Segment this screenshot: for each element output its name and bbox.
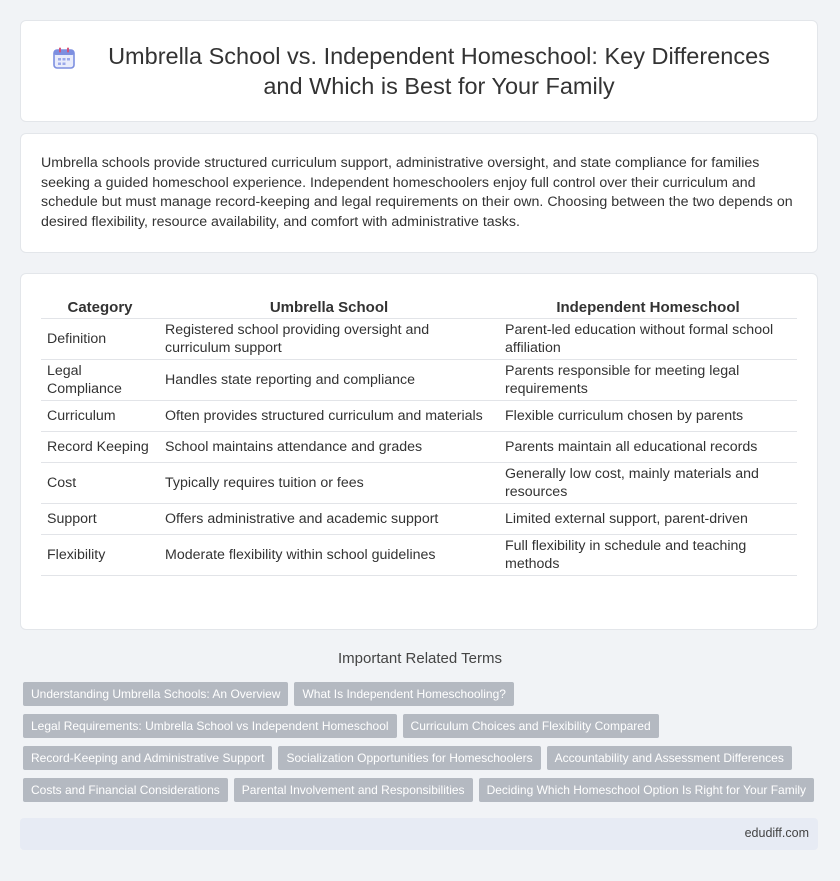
table-cell: Parents responsible for meeting legal requirements bbox=[499, 360, 797, 401]
table-cell: Flexible curriculum chosen by parents bbox=[499, 401, 797, 432]
table-cell: Offers administrative and academic support bbox=[159, 504, 499, 535]
intro-card bbox=[20, 133, 818, 253]
related-terms-title: Important Related Terms bbox=[338, 650, 502, 667]
calendar-icon bbox=[51, 45, 77, 71]
table-cell: Definition bbox=[41, 319, 159, 360]
table-cell: Support bbox=[41, 504, 159, 535]
footer-site-link[interactable]: edudiff.com bbox=[744, 826, 809, 840]
comparison-table bbox=[41, 296, 797, 576]
table-cell: Often provides structured curriculum and materials bbox=[159, 401, 499, 432]
table-header: Category bbox=[41, 296, 159, 319]
table-cell: School maintains attendance and grades bbox=[159, 432, 499, 463]
related-term-tag[interactable]: Deciding Which Homeschool Option Is Right for Your Family bbox=[479, 778, 814, 802]
table-row bbox=[41, 535, 797, 576]
title-wrap bbox=[21, 41, 817, 101]
table-row bbox=[41, 401, 797, 432]
table-header: Independent Homeschool bbox=[499, 296, 797, 319]
related-term-tag[interactable]: Accountability and Assessment Differences bbox=[547, 746, 792, 770]
table-row bbox=[41, 463, 797, 504]
table-cell: Handles state reporting and compliance bbox=[159, 360, 499, 401]
related-term-tag[interactable]: Curriculum Choices and Flexibility Compared bbox=[403, 714, 659, 738]
table-cell: Parents maintain all educational records bbox=[499, 432, 797, 463]
related-terms-list bbox=[23, 682, 823, 810]
footer bbox=[20, 818, 818, 850]
table-cell: Moderate flexibility within school guidelines bbox=[159, 535, 499, 576]
related-term-tag[interactable]: Socialization Opportunities for Homeschoolers bbox=[278, 746, 540, 770]
table-row bbox=[41, 360, 797, 401]
table-cell: Legal Compliance bbox=[41, 360, 159, 401]
page-title: Umbrella School vs. Independent Homeschool: Key Differences and Which is Best for Your Family bbox=[108, 43, 770, 99]
title-card bbox=[20, 20, 818, 122]
intro-paragraph: Umbrella schools provide structured curriculum support, administrative oversight, and state compliance for families seeking a guided homeschool experience. Independent homeschoolers enjoy full control over their curriculum and schedule but must manage record-keeping and legal requirements on their own. Choosing between the two depends on desired flexibility, resource availability, and comfort with administrative tasks. bbox=[41, 155, 793, 230]
table-header-row bbox=[41, 296, 797, 319]
table-row bbox=[41, 319, 797, 360]
related-term-tag[interactable]: Parental Involvement and Responsibilities bbox=[234, 778, 473, 802]
table-cell: Curriculum bbox=[41, 401, 159, 432]
table-row bbox=[41, 432, 797, 463]
related-term-tag[interactable]: Legal Requirements: Umbrella School vs Independent Homeschool bbox=[23, 714, 397, 738]
table-header: Umbrella School bbox=[159, 296, 499, 319]
comparison-card bbox=[20, 273, 818, 630]
related-term-tag[interactable]: Understanding Umbrella Schools: An Overview bbox=[23, 682, 288, 706]
table-cell: Limited external support, parent-driven bbox=[499, 504, 797, 535]
table-cell: Generally low cost, mainly materials and resources bbox=[499, 463, 797, 504]
table-cell: Full flexibility in schedule and teaching methods bbox=[499, 535, 797, 576]
table-cell: Cost bbox=[41, 463, 159, 504]
related-term-tag[interactable]: Record-Keeping and Administrative Support bbox=[23, 746, 272, 770]
table-cell: Parent-led education without formal school affiliation bbox=[499, 319, 797, 360]
table-cell: Flexibility bbox=[41, 535, 159, 576]
related-term-tag[interactable]: What Is Independent Homeschooling? bbox=[294, 682, 513, 706]
table-cell: Record Keeping bbox=[41, 432, 159, 463]
table-row bbox=[41, 504, 797, 535]
table-cell: Registered school providing oversight and curriculum support bbox=[159, 319, 499, 360]
related-term-tag[interactable]: Costs and Financial Considerations bbox=[23, 778, 228, 802]
table-cell: Typically requires tuition or fees bbox=[159, 463, 499, 504]
